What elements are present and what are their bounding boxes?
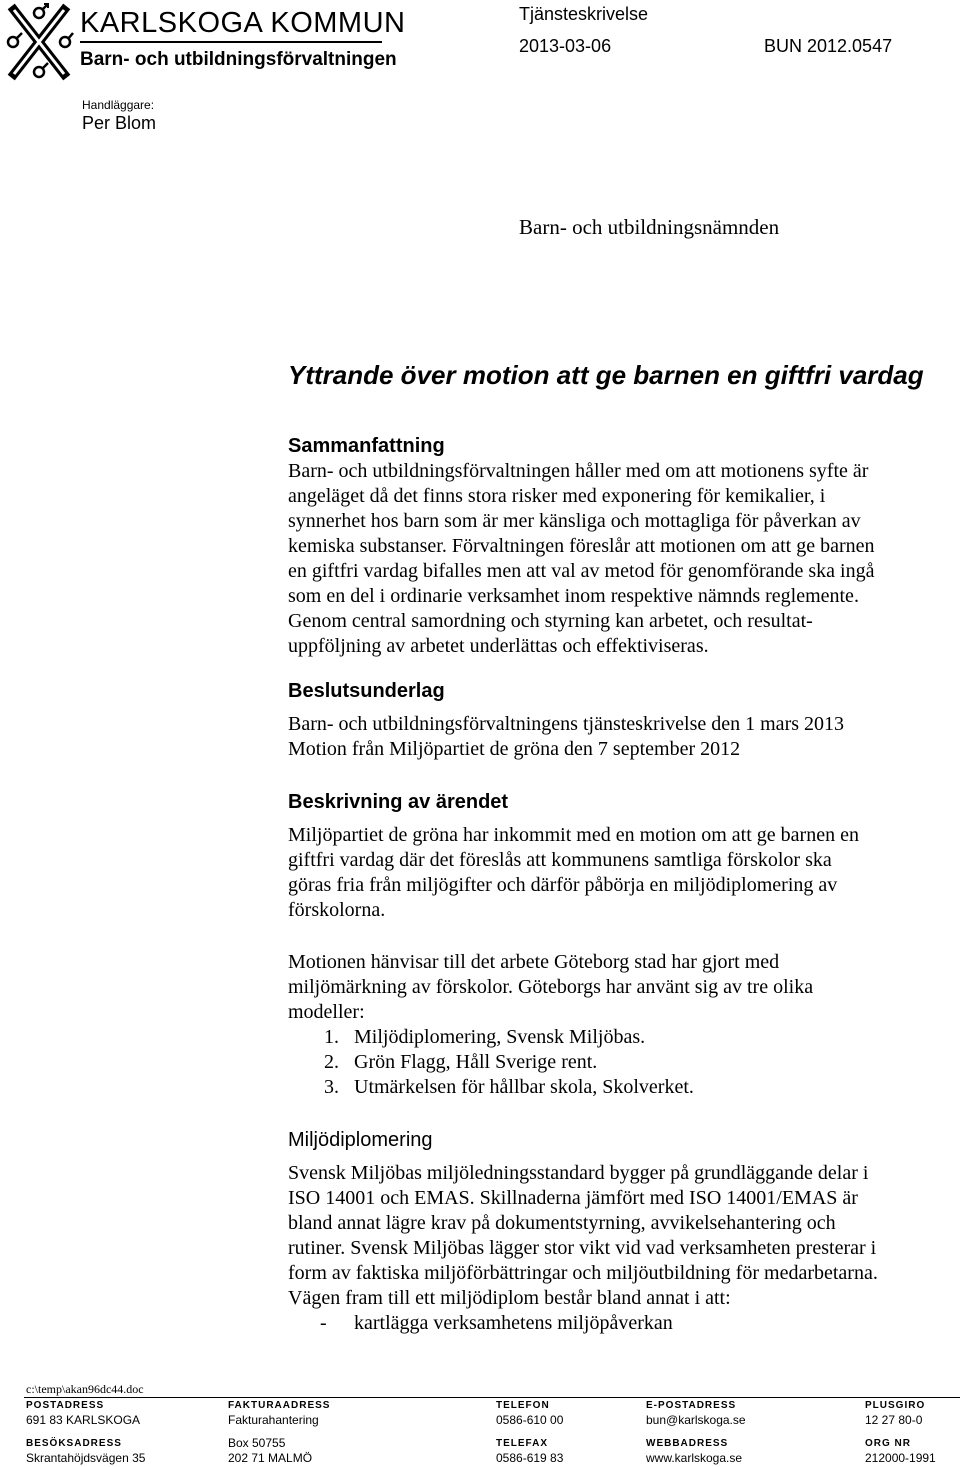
diploma-line: form av faktiska miljöförbättringar och miljöutbildning för medarbetarna. bbox=[288, 1262, 878, 1284]
basis-heading: Beslutsunderlag bbox=[288, 680, 445, 702]
list-item: 1. Miljödiplomering, Svensk Miljöbas. bbox=[324, 1026, 646, 1048]
fax-value: 0586-619 83 bbox=[496, 1451, 564, 1465]
summary-heading: Sammanfattning bbox=[288, 435, 445, 457]
description-heading: Beskrivning av ärendet bbox=[288, 791, 509, 813]
dash-bullet: - bbox=[320, 1312, 327, 1334]
karlskoga-coat-of-arms-icon bbox=[4, 2, 74, 82]
web-link[interactable]: www.karlskoga.se bbox=[646, 1451, 743, 1465]
description-line: giftfri vardag där det föreslås att kommunens samtliga förskolor ska bbox=[288, 849, 832, 871]
diploma-line: Svensk Miljöbas miljöledningsstandard bygger på grundläggande delar i bbox=[288, 1162, 869, 1184]
summary-line: synnerhet hos barn som är mer känsliga och mottagliga för påverkan av bbox=[288, 510, 861, 532]
document-body bbox=[288, 360, 952, 1336]
invoice-line: 202 71 MALMÖ bbox=[228, 1451, 313, 1465]
phone-value: 0586-610 00 bbox=[496, 1413, 564, 1427]
description-line: förskolorna. bbox=[288, 899, 386, 921]
description-line: Miljöpartiet de gröna har inkommit med en motion om att ge barnen en bbox=[288, 824, 859, 846]
email-label: E-POSTADRESS bbox=[646, 1400, 737, 1411]
department-name: Barn- och utbildningsförvaltningen bbox=[80, 49, 397, 70]
invoice-line: Fakturahantering bbox=[228, 1413, 319, 1427]
postal-value: 691 83 KARLSKOGA bbox=[26, 1413, 141, 1427]
org-divider bbox=[80, 41, 382, 43]
description-line: modeller: bbox=[288, 1001, 365, 1023]
recipient: Barn- och utbildningsnämnden bbox=[519, 215, 780, 239]
summary-line: angeläget då det finns stora risker med exponering för kemikalier, i bbox=[288, 485, 826, 507]
summary-line: Genom central samordning och styrning kan arbetet, och resultat- bbox=[288, 610, 813, 632]
diploma-line: bland annat lägre krav på dokumentstyrning, avvikelsehantering och bbox=[288, 1212, 836, 1234]
list-item-text: kartlägga verksamhetens miljöpåverkan bbox=[354, 1312, 673, 1334]
plusgiro-value: 12 27 80-0 bbox=[865, 1413, 923, 1427]
fax-label: TELEFAX bbox=[496, 1438, 549, 1449]
document-type: Tjänsteskrivelse bbox=[519, 4, 649, 24]
footer-divider bbox=[24, 1397, 960, 1398]
list-item: 3. Utmärkelsen för hållbar skola, Skolverket. bbox=[324, 1076, 694, 1098]
list-item: 2. Grön Flagg, Håll Sverige rent. bbox=[324, 1051, 598, 1073]
invoice-label: FAKTURAADRESS bbox=[228, 1400, 331, 1411]
diploma-heading: Miljödiplomering bbox=[288, 1129, 433, 1151]
visit-value: Skrantahöjdsvägen 35 bbox=[26, 1451, 146, 1465]
basis-line: Motion från Miljöpartiet de gröna den 7 september 2012 bbox=[288, 738, 741, 760]
list-item bbox=[288, 1311, 952, 1336]
web-label: WEBBADRESS bbox=[646, 1438, 729, 1449]
document-number: BUN 2012.0547 bbox=[764, 36, 893, 56]
plusgiro-label: PLUSGIRO bbox=[865, 1400, 926, 1411]
file-path: c:\temp\akan96dc44.doc bbox=[26, 1382, 144, 1396]
orgnr-value: 212000-1991 bbox=[865, 1451, 936, 1465]
visit-label: BESÖKSADRESS bbox=[26, 1438, 122, 1449]
diploma-line: Vägen fram till ett miljödiplom består bland annat i att: bbox=[288, 1287, 731, 1309]
email-link[interactable]: bun@karlskoga.se bbox=[646, 1413, 746, 1427]
handler-name: Per Blom bbox=[82, 113, 157, 133]
postal-label: POSTADRESS bbox=[26, 1400, 105, 1411]
handler-label: Handläggare: bbox=[82, 98, 155, 112]
basis-line: Barn- och utbildningsförvaltningens tjänsteskrivelse den 1 mars 2013 bbox=[288, 713, 845, 735]
phone-label: TELEFON bbox=[496, 1400, 550, 1411]
diploma-line: rutiner. Svensk Miljöbas lägger stor vikt vid vad verksamheten presterar i bbox=[288, 1237, 877, 1259]
summary-line: Barn- och utbildningsförvaltningen håller med om att motionens syfte är bbox=[288, 460, 869, 482]
summary-paragraph bbox=[288, 459, 952, 659]
summary-line: en giftfri vardag bifalles men att val av metod för genomförande ska ingå bbox=[288, 560, 875, 582]
description-line: Motionen hänvisar till det arbete Göteborg stad har gjort med bbox=[288, 951, 780, 973]
models-list bbox=[288, 1025, 952, 1100]
document-title: Yttrande över motion att ge barnen en giftfri vardag bbox=[288, 360, 924, 390]
orgnr-label: ORG NR bbox=[865, 1438, 911, 1449]
description-line: miljömärkning av förskolor. Göteborgs har använt sig av tre olika bbox=[288, 976, 814, 998]
summary-line: uppföljning av arbetet underlättas och effektiviseras. bbox=[288, 635, 709, 657]
description-line: göras fria från miljögifter och därför påbörja en miljödiplomering av bbox=[288, 874, 838, 896]
summary-line: som en del i ordinarie verksamhet inom respektive nämnds reglemente. bbox=[288, 585, 859, 607]
summary-line: kemiska substanser. Förvaltningen föreslår att motionen om att ge barnen bbox=[288, 535, 875, 557]
invoice-line: Box 50755 bbox=[228, 1436, 286, 1450]
document-date: 2013-03-06 bbox=[519, 36, 612, 56]
org-name: KARLSKOGA KOMMUN bbox=[80, 7, 406, 39]
diploma-line: ISO 14001 och EMAS. Skillnaderna jämfört med ISO 14001/EMAS är bbox=[288, 1187, 858, 1209]
